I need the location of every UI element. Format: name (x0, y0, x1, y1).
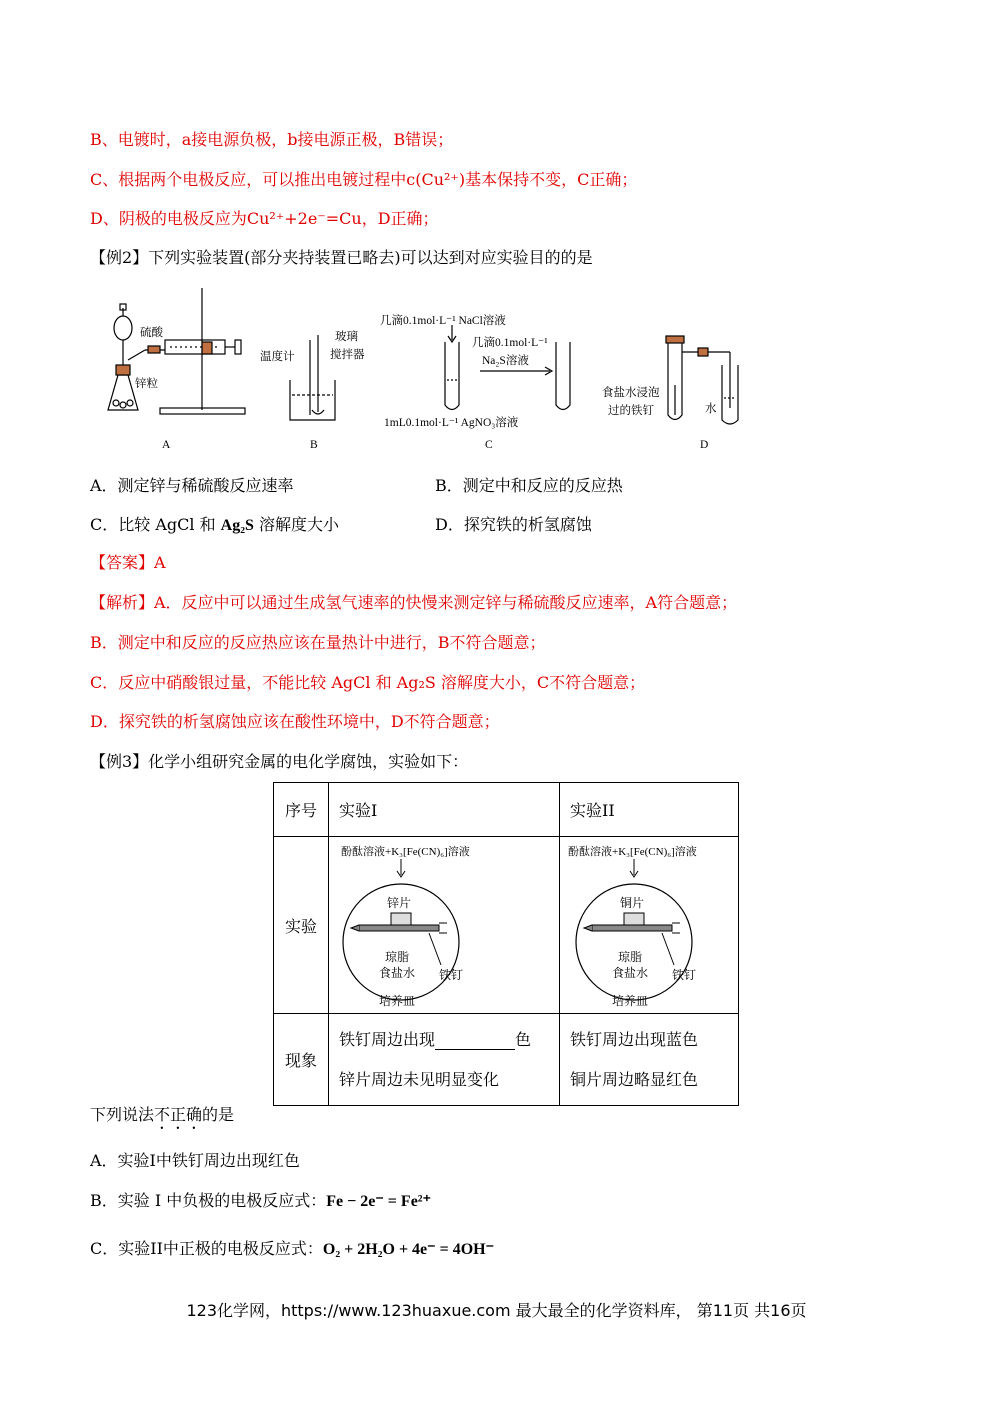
example2-option-a: A．测定锌与稀硫酸反应速率 (90, 476, 294, 495)
label-a: A (162, 439, 171, 451)
label-c-bottom: 1mL0.1mol·L⁻¹ AgNO₃溶液 (384, 417, 519, 429)
example3-stem: 【例3】化学小组研究金属的电化学腐蚀，实验如下： (90, 752, 469, 771)
phen2-b: 铜片周边略显红色 (570, 1069, 699, 1089)
example3-option-c (90, 1239, 494, 1260)
label-c-mid-1: 几滴0.1mol·L⁻¹ (472, 337, 548, 349)
label-thermometer: 温度计 (260, 351, 295, 363)
analysis-line-1: 【解析】A．反应中可以通过生成氢气速率的快慢来测定锌与稀硫酸反应速率，A符合题意； (90, 593, 738, 612)
dish2-agar-1: 琼脂 (618, 950, 643, 964)
label-d-water: 水 (705, 403, 717, 415)
label-zinc: 锌粒 (135, 378, 158, 390)
dish2-nail: 铁钉 (672, 968, 697, 982)
label-c: C (485, 439, 493, 451)
example3-question (90, 1105, 234, 1133)
option-c-formula: Ag₂S (220, 517, 254, 534)
label-d: D (700, 439, 709, 451)
blank-line (435, 1031, 515, 1050)
phenomenon-exp1 (329, 1014, 560, 1106)
solution-line-d: D、阴极的电极反应为Cu²⁺+2e⁻=Cu，D正确； (90, 209, 439, 228)
petri-dish-2 (560, 837, 728, 1009)
row-label-phenomenon: 现象 (274, 1014, 329, 1106)
header-exp2: 实验II (560, 783, 739, 837)
label-d-nail-2: 过的铁钉 (608, 405, 654, 417)
example2-option-c (90, 512, 339, 535)
apparatus-b (290, 335, 335, 420)
example3-option-a: A．实验I中铁钉周边出现红色 (90, 1151, 300, 1170)
phen1-a-pre: 铁钉周边出现 (339, 1029, 436, 1049)
example2-option-b: B．测定中和反应的反应热 (435, 476, 623, 495)
analysis-line-4: D．探究铁的析氢腐蚀应该在酸性环境中，D不符合题意； (90, 712, 500, 731)
petri-dish-1 (329, 837, 559, 1009)
label-acid: 硫酸 (140, 327, 163, 339)
label-c-mid-2: Na₂S溶液 (482, 355, 529, 367)
question-emphasis: 不正确 (154, 1105, 203, 1124)
question-pre: 下列说法 (90, 1105, 155, 1124)
label-stirrer-2: 搅拌器 (330, 349, 365, 361)
analysis-line-2: B．测定中和反应的反应热应该在量热计中进行，B不符合题意； (90, 633, 546, 652)
label-b: B (310, 439, 318, 451)
label-stirrer-1: 玻璃 (335, 331, 358, 343)
dish1-metal: 锌片 (387, 896, 412, 910)
apparatus-figure (90, 280, 750, 455)
example3-option-b (90, 1191, 431, 1212)
phen1-b: 锌片周边未见明显变化 (339, 1069, 500, 1089)
apparatus-a (108, 288, 245, 414)
question-post: 的是 (202, 1105, 235, 1124)
label-c-top: 几滴0.1mol·L⁻¹ NaCl溶液 (380, 315, 506, 327)
dish1-agar-2: 食盐水 (379, 966, 416, 980)
phen2-a: 铁钉周边出现蓝色 (570, 1029, 699, 1049)
label-d-nail-1: 食盐水浸泡 (602, 387, 660, 399)
row-label-experiment: 实验 (274, 837, 329, 1014)
dish2-metal: 铜片 (620, 896, 645, 910)
option-c3-prefix: C．实验II中正极的电极反应式： (90, 1239, 323, 1258)
dish-cell-2 (560, 837, 739, 1014)
dish1-agar-1: 琼脂 (385, 950, 410, 964)
solution-line-b: B、电镀时，a接电源负极，b接电源正极，B错误； (90, 130, 454, 149)
dish-cell-1 (329, 837, 560, 1014)
dish1-reagent: 酚酞溶液+K₃[Fe(CN)₆]溶液 (341, 846, 470, 858)
dish2-agar-2: 食盐水 (612, 966, 649, 980)
example2-answer: 【答案】A (90, 553, 166, 572)
option-b-equation: Fe − 2e⁻ = Fe²⁺ (326, 1193, 432, 1210)
apparatus-d (666, 336, 738, 424)
dish1-dish: 培养皿 (379, 994, 416, 1008)
example2-option-d: D．探究铁的析氢腐蚀 (435, 515, 592, 534)
dish2-reagent: 酚酞溶液+K₃[Fe(CN)₆]溶液 (568, 846, 697, 858)
option-c-prefix: C．比较 AgCl 和 (90, 515, 221, 534)
page-footer: 123化学网，https://www.123huaxue.com 最大最全的化学资料库， 第11页 共16页 (186, 1301, 807, 1320)
solution-line-c: C、根据两个电极反应，可以推出电镀过程中c(Cu²⁺)基本保持不变，C正确； (90, 170, 638, 189)
experiment-table (273, 782, 739, 1106)
option-c-suffix: 溶解度大小 (253, 515, 340, 534)
header-seq: 序号 (274, 783, 329, 837)
example2-stem: 【例2】下列实验装置(部分夹持装置已略去)可以达到对应实验目的的是 (90, 248, 593, 267)
phen1-a-post: 色 (515, 1029, 532, 1049)
phenomenon-exp2 (560, 1014, 739, 1106)
option-c3-equation: O₂ + 2H₂O + 4e⁻ = 4OH⁻ (322, 1241, 495, 1258)
option-b-prefix: B．实验 I 中负极的电极反应式： (90, 1191, 327, 1210)
dish1-nail: 铁钉 (439, 968, 464, 982)
header-exp1: 实验I (329, 783, 560, 837)
dish2-dish: 培养皿 (612, 994, 649, 1008)
analysis-line-3: C．反应中硝酸银过量，不能比较 AgCl 和 Ag₂S 溶解度大小，C不符合题意； (90, 673, 646, 692)
